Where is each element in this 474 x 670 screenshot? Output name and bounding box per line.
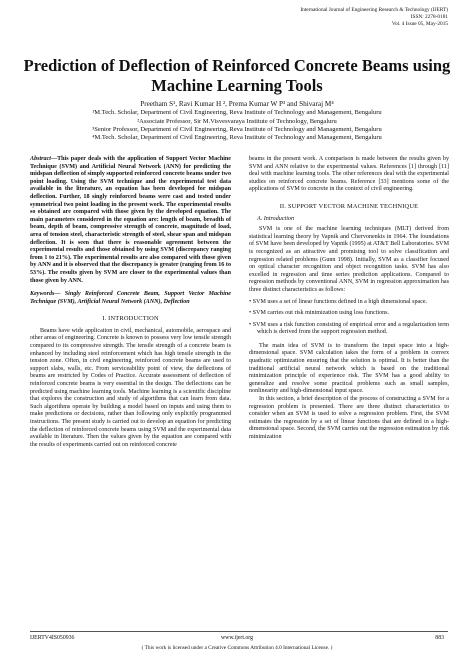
journal-name: International Journal of Engineering Research & Technology (IJERT) xyxy=(300,7,448,13)
page-number: 883 xyxy=(435,635,444,641)
keywords-lead: Keywords xyxy=(30,291,55,298)
affiliation-2: ²Associate Professor, Sir M.Visvesvaraya Institute of Technology, Bengaluru xyxy=(137,117,337,125)
keywords xyxy=(30,291,231,306)
affiliation-4: ⁴M.Tech. Scholar, Department of Civil Engineering, Reva Institute of Technology and Management, Bengaluru xyxy=(92,134,382,142)
journal-issn: ISSN: 2278-0181 xyxy=(410,14,448,21)
abstract-lead: Abstract xyxy=(30,156,51,162)
journal-volume: Vol. 4 Issue 05, May-2015 xyxy=(391,21,448,28)
journal-header xyxy=(300,7,448,29)
left-column xyxy=(30,156,231,449)
abstract xyxy=(30,156,231,285)
journal-website: www.ijert.org xyxy=(220,635,254,641)
right-paragraph-2: SVM is one of the machine learning techniques (MLT) derived from statistical learning theory by Vapnik and Chervonenkis in 1964. The foundations of SVM have been developed by Vapnik (1995) at AT&T Bell Laboratories. SVM is recognized as an attractive and promising tool to solve classification and regression related problems (Gunn 1998). Initially, SVM as a classifier focused on optical character recognition and object recognition tasks. SVM has also excelled in regression and time series prediction applications. Compared to regression methods by conventional ANN, SVM in regression approximation has three distinct characteristics as follows: xyxy=(249,226,449,293)
right-paragraph-3: The main idea of SVM is to transform the input space into a high-dimensional space. SVM calculation takes the form of a problem in convex quadratic optimization ensuring that the solution is optimal. It is better than the traditional artificial neural network which is based on the traditional minimization principle of experience risk. The SVM has a good ability to generalize and resolve some practical problems such as small samples, nonlinearity and high-dimensional input space. xyxy=(249,342,449,395)
keywords-text: — Singly Reinforced Concrete Beam, Support Vector Machine Technique (SVM), Artificial Neural Network (ANN), Deflection xyxy=(30,291,231,305)
affiliation-3: ³Senior Professor, Department of Civil Engineering, Reva Institute of Technology and Management, Bengaluru xyxy=(92,125,382,133)
introduction-paragraph: Beams have wide application in civil, mechanical, automobile, aerospace and other areas of engineering. Concrete is known to possess very low tensile strength compared to its compressive strength. The tensile strength of a concrete beam is enhanced by including steel reinforcement which has high tensile strength in the tension zone. Often, in civil engineering, reinforced concrete beams are used to support slabs, walls, etc. From serviceability point of view, the deflections of beams are restricted by Codes of Practice. Accurate assessment of deflection of reinforced concrete beams is very essential in the design. The deflections can be predicted using machine learning tools. Machine learning is a scientific discipline that explores the construction and study of algorithms that can learn from data. Such algorithms operate by building a model based on inputs and using them to make predictions or decisions, rather than following only explicitly programmed instructions. The present study is carried out to develop an equation for predicting the deflection of reinforced concrete beams using SVM and the experimental data available in literature. Then the values given by the equation are compared with the results of experiments carried out on reinforced concrete xyxy=(30,327,231,448)
footer-rule xyxy=(30,631,448,632)
list-item: • SVM carries out risk minimization using loss functions. xyxy=(249,310,390,317)
section-heading-introduction: I. INTRODUCTION xyxy=(102,315,159,323)
right-paragraph-1: beams in the present work. A comparison is made between the results given by SVM and ANN relative to the experimental values. References [1] through [11] deal with machine learning tools. The other references deal with the experimental studies on reinforced concrete beams. Reference [33] mentions some of the applications of SVM to concrete in the context of civil engineering. xyxy=(249,156,449,193)
section-heading-svm: II. SUPPORT VECTOR MACHINE TECHNIQUE xyxy=(279,202,419,210)
list-item: • SVM uses a set of linear functions defined in a high dimensional space. xyxy=(249,298,428,305)
right-paragraph-4: In this section, a brief description of the process of constructing a SVM for a regression problem is presented. There are three distinct characteristics to consider when an SVM is used to solve a regression problem. First, the SVM estimates the regression by a set of linear functions that are defined in a high-dimensional space. Second, the SVM carries out the regression estimation by risk minimization xyxy=(249,396,449,440)
author-block xyxy=(30,100,444,142)
paper-title: Prediction of Deflection of Reinforced Concrete Beams using Machine Learning Tools xyxy=(23,56,451,95)
abstract-text: —This paper deals with the application of Support Vector Machine Technique (SVM) and Artificial Neural Network (ANN) for predicting the midspan deflection of simply supported reinforced concrete beams under two point loading. Using the SVM technique and the experimental test data available in the literature, an equation has been developed for midspan deflection. Further, 18 singly reinforced beams were cast and tested under symmetrical two point loading in the present work. The experimental results so obtained are compared with those given by the developed equation. The main parameters considered in the equation are: length of beam, breadth of beam, depth of beam, compressive strength of concrete, magnitude of load, area of tension steel, characteristic strength of steel, shear span and midspan deflection. It is seen that there is reasonable agreement between the experimental results and those obtained by using SVM (discrepancy ranging from 1 to 21%). The experimental results are also compared with those given by ANN and it is observed that the discrepancy is greater (ranging from 16 to 53%). The results given by SVM are closer to the experimental values than those given by ANN. xyxy=(30,156,231,284)
svm-characteristics-list xyxy=(249,299,449,337)
author-names: Preetham S¹, Ravi Kumar H ², Prema Kumar W P³ and Shivaraj M⁴ xyxy=(140,100,334,108)
paper-id: IJERTV4IS050936 xyxy=(30,635,75,641)
list-item: • SVM uses a risk function consisting of empirical error and a regularization term which is derived from the support regression method. xyxy=(249,321,449,336)
affiliation-1: ¹M.Tech. Scholar, Department of Civil Engineering, Reva Institute of Technology and Management, Bengaluru xyxy=(92,109,382,117)
right-column xyxy=(249,156,449,442)
subsection-heading-introduction: A. Introduction xyxy=(257,215,295,222)
license-note: ( This work is licensed under a Creative Commons Attribution 4.0 International License. ) xyxy=(141,645,333,651)
